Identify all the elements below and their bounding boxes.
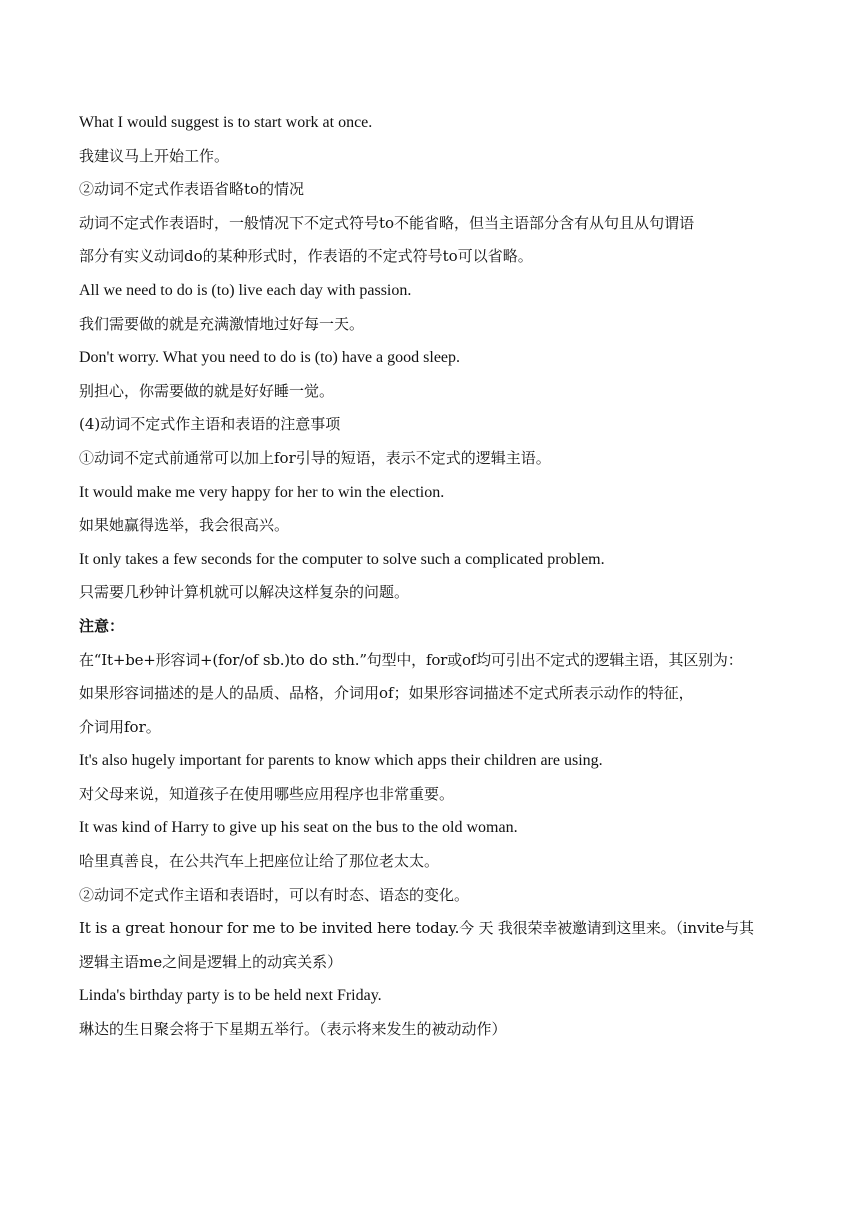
note-paragraph: 如果形容词描述的是人的品质、品格，介词用of；如果形容词描述不定式所表示动作的特征， <box>79 684 694 703</box>
example-note-zh: 逻辑主语me之间是逻辑上的动宾关系） <box>79 952 343 971</box>
example-translation-zh: 只需要几秒钟计算机就可以解决这样复杂的问题。 <box>79 583 410 602</box>
example-translation-zh: 我们需要做的就是充满激情地过好每一天。 <box>79 314 365 333</box>
example-sentence-en: It was kind of Harry to give up his seat on the bus to the old woman. <box>79 819 518 837</box>
example-translation-zh: 我建议马上开始工作。 <box>79 146 230 165</box>
note-paragraph: 在“It+be+形容词+(for/of sb.)to do sth.”句型中，for或of均可引出不定式的逻辑主语，其区别为： <box>79 650 743 669</box>
example-translation-zh: 如果她赢得选举，我会很高兴。 <box>79 516 290 535</box>
example-sentence-en: Linda's birthday party is to be held next Friday. <box>79 987 382 1005</box>
explanation-paragraph: 动词不定式作表语时，一般情况下不定式符号to不能省略，但当主语部分含有从句且从句谓语 <box>79 213 695 232</box>
subsection-heading: ②动词不定式作表语省略to的情况 <box>79 180 305 199</box>
example-translation-zh: 对父母来说，知道孩子在使用哪些应用程序也非常重要。 <box>79 784 455 803</box>
example-translation-zh: 别担心，你需要做的就是好好睡一觉。 <box>79 381 335 400</box>
explanation-paragraph: 部分有实义动词do的某种形式时，作表语的不定式符号to可以省略。 <box>79 247 533 266</box>
subsection-heading: ②动词不定式作主语和表语时，可以有时态、语态的变化。 <box>79 885 470 904</box>
example-sentence-en: It's also hugely important for parents to know which apps their children are using. <box>79 752 603 770</box>
example-sentence-mixed: It is a great honour for me to be invited here today.今 天 我很荣幸被邀请到这里来。（invite与其 <box>79 919 754 938</box>
section-heading: (4)动词不定式作主语和表语的注意事项 <box>79 415 341 434</box>
example-sentence-en: It only takes a few seconds for the computer to solve such a complicated problem. <box>79 550 605 568</box>
subsection-heading: ①动词不定式前通常可以加上for引导的短语，表示不定式的逻辑主语。 <box>79 448 551 467</box>
example-sentence-en: What I would suggest is to start work at once. <box>79 114 373 131</box>
note-paragraph: 介词用for。 <box>79 717 161 736</box>
example-sentence-en: It would make me very happy for her to win the election. <box>79 483 445 501</box>
example-translation-zh: 琳达的生日聚会将于下星期五举行。（表示将来发生的被动动作） <box>79 1020 507 1039</box>
note-label: 注意： <box>79 616 125 635</box>
example-sentence-en: Don't worry. What you need to do is (to) have a good sleep. <box>79 349 461 367</box>
document-body <box>79 106 785 1047</box>
example-translation-zh: 哈里真善良，在公共汽车上把座位让给了那位老太太。 <box>79 852 440 871</box>
example-sentence-en: All we need to do is (to) live each day with passion. <box>79 281 412 299</box>
